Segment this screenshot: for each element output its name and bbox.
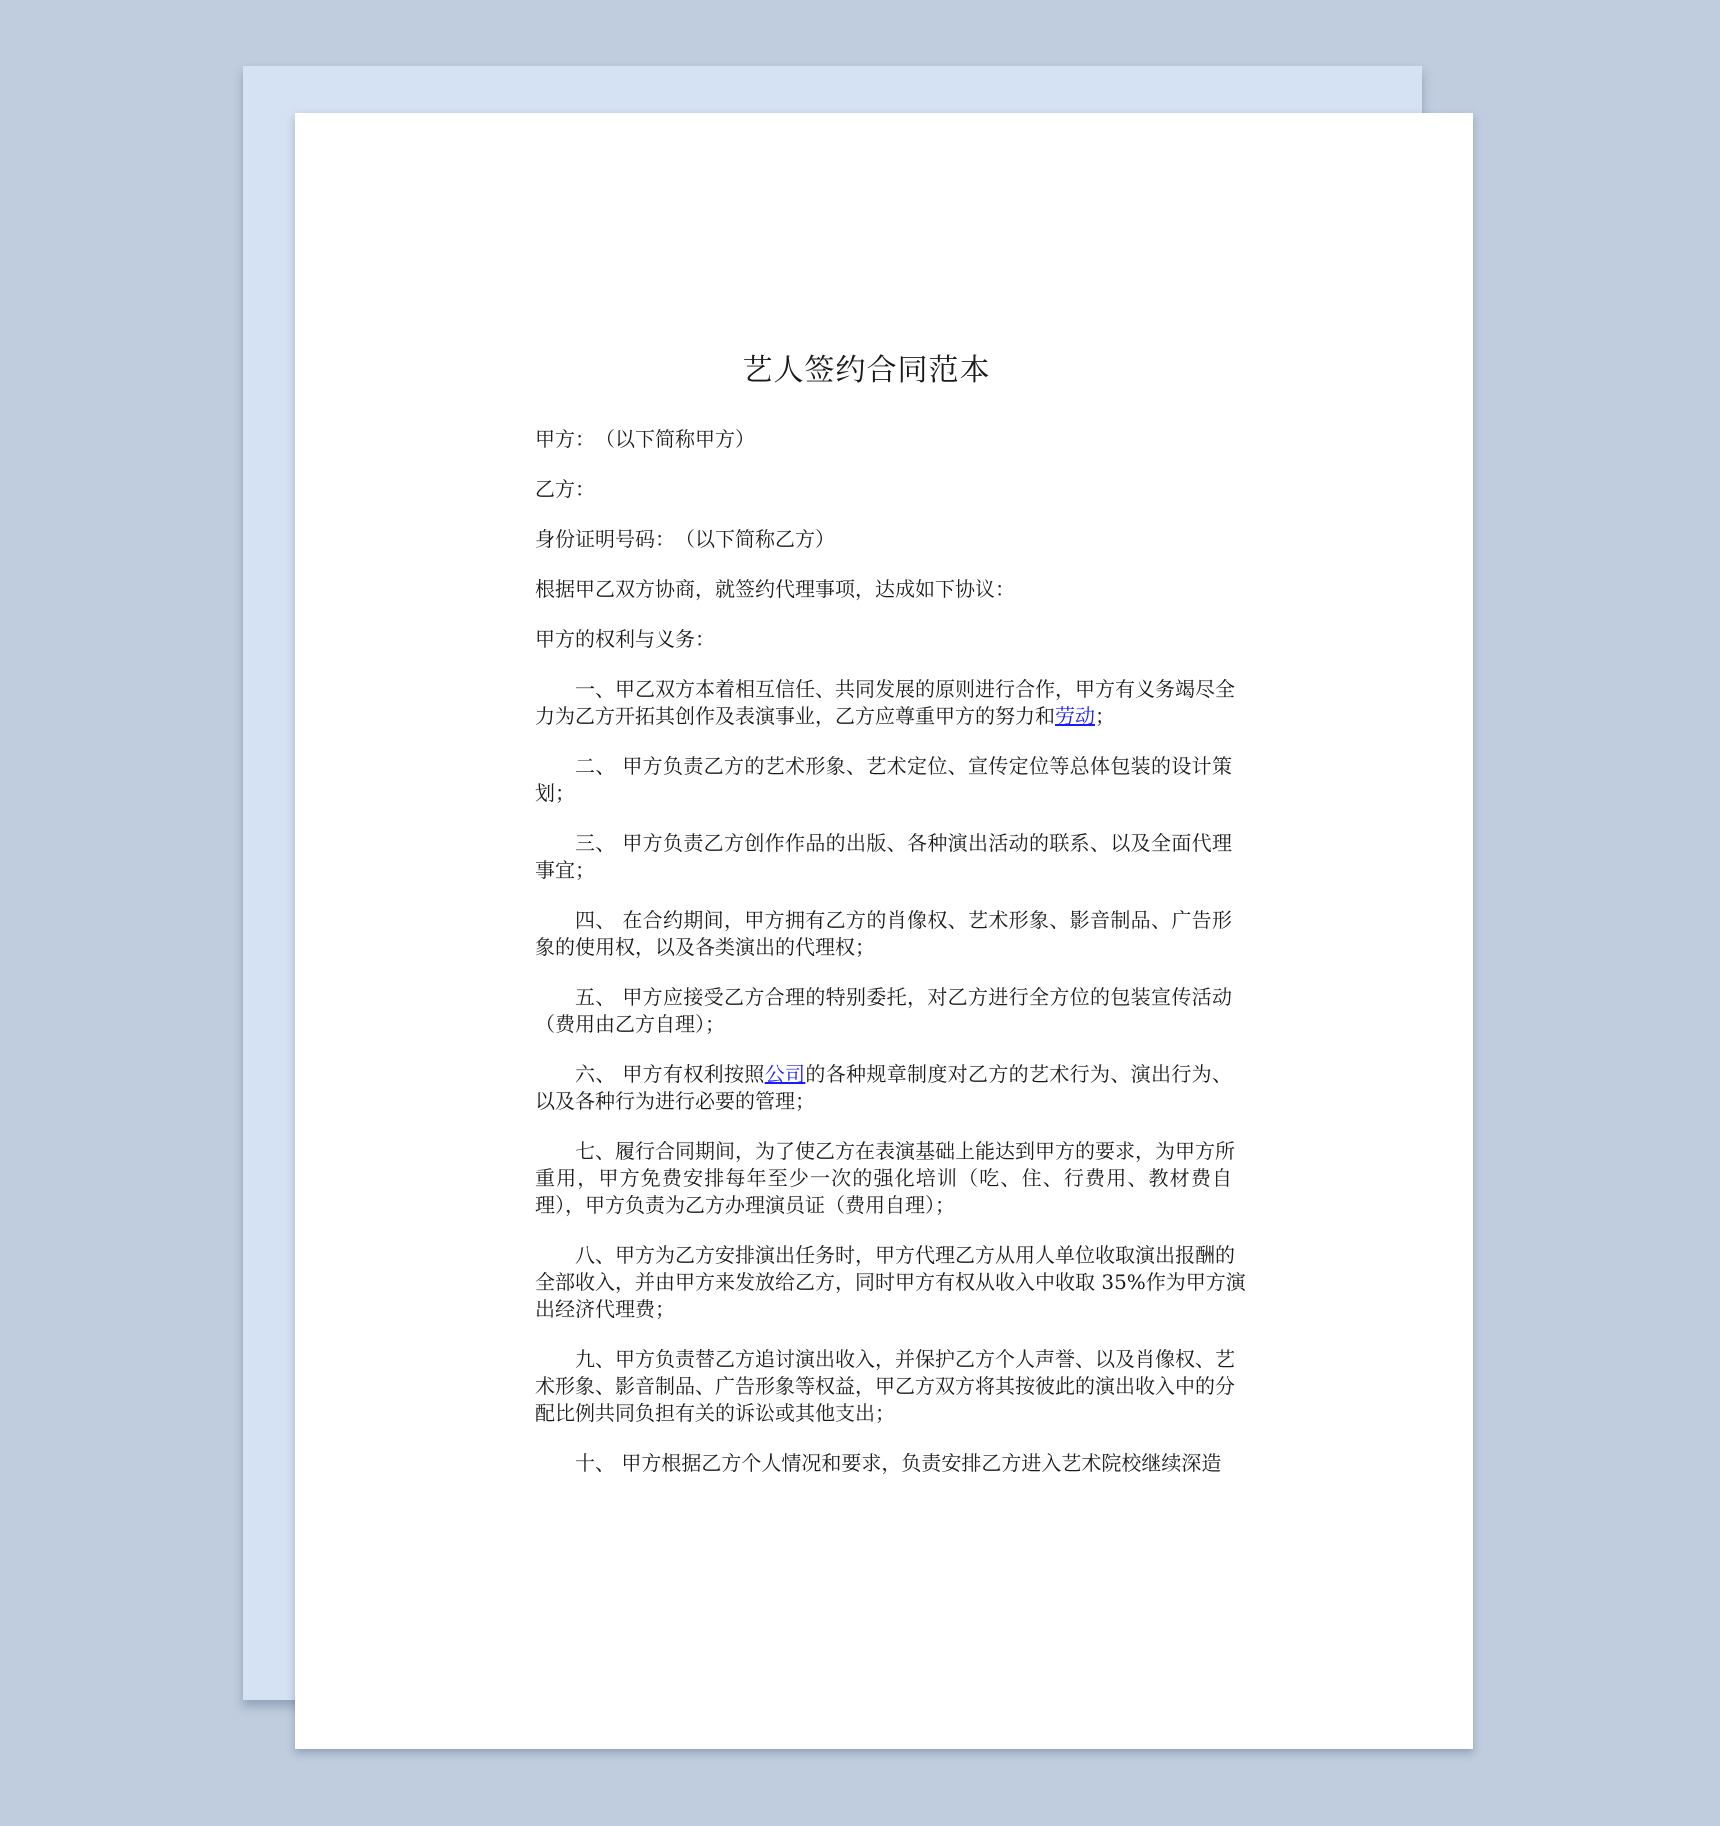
text-line: 乙方：: [535, 477, 595, 501]
hyperlink[interactable]: 公司: [764, 1062, 806, 1086]
text-line: 五、 甲方应接受乙方合理的特别委托，对乙方进行全方位的包装宣传活动: [575, 985, 1232, 1009]
text-line: 划；: [535, 781, 575, 805]
paragraph: [535, 907, 1232, 961]
text-line: 术形象、影音制品、广告形象等权益，甲乙方双方将其按彼此的演出收入中的分: [535, 1374, 1235, 1398]
text-segment: 力为乙方开拓其创作及表演事业，乙方应尊重甲方的努力和: [535, 704, 1055, 728]
paragraph: [535, 576, 1232, 603]
text-line: 配比例共同负担有关的诉讼或其他支出；: [535, 1401, 895, 1425]
paragraph: [535, 1061, 1232, 1115]
text-line: 甲方的权利与义务：: [535, 627, 715, 651]
paragraph: [535, 1346, 1235, 1427]
paragraph: [535, 753, 1232, 807]
text-segment: 的各种规章制度对乙方的艺术行为、演出行为、: [805, 1062, 1233, 1086]
paragraph: [535, 1450, 1232, 1477]
text-line: 身份证明号码： （以下简称乙方）: [535, 527, 835, 551]
text-line: 十、 甲方根据乙方个人情况和要求，负责安排乙方进入艺术院校继续深造: [575, 1451, 1222, 1475]
paragraph: [535, 526, 1232, 553]
document-page: [295, 113, 1473, 1749]
paragraph: [535, 830, 1232, 884]
text-line: 一、甲乙双方本着相互信任、共同发展的原则进行合作，甲方有义务竭尽全: [575, 677, 1235, 701]
document-title: 艺人签约合同范本: [742, 353, 991, 388]
text-segment: ；: [1095, 704, 1115, 728]
paragraph: [535, 676, 1235, 730]
text-line: 九、甲方负责替乙方追讨演出收入，并保护乙方个人声誉、以及肖像权、艺: [575, 1347, 1235, 1371]
text-line: [535, 703, 1232, 730]
text-line: 八、甲方为乙方安排演出任务时，甲方代理乙方从用人单位收取演出报酬的: [575, 1243, 1235, 1267]
text-line: 以及各种行为进行必要的管理；: [535, 1089, 815, 1113]
hyperlink[interactable]: 劳动: [1055, 704, 1095, 728]
paragraph: [535, 1242, 1246, 1323]
text-line: 重用，甲方免费安排每年至少一次的强化培训（吃、住、行费用、教材费自: [535, 1166, 1232, 1190]
text-line: 事宜；: [535, 858, 595, 882]
text-segment: 六、 甲方有权利按照: [575, 1062, 765, 1086]
paragraph: [535, 984, 1232, 1038]
text-line: 出经济代理费；: [535, 1297, 675, 1321]
text-line: 根据甲乙双方协商，就签约代理事项，达成如下协议：: [535, 577, 1015, 601]
text-line: [535, 1061, 1232, 1088]
text-line: 全部收入，并由甲方来发放给乙方，同时甲方有权从收入中收取 35%作为甲方演: [535, 1270, 1246, 1294]
paragraph: [535, 626, 1232, 653]
document-body: [535, 351, 1246, 1500]
text-line: 二、 甲方负责乙方的艺术形象、艺术定位、宣传定位等总体包装的设计策: [575, 754, 1232, 778]
paragraph: [535, 1138, 1235, 1219]
text-line: 象的使用权，以及各类演出的代理权；: [535, 935, 875, 959]
text-line: 四、 在合约期间，甲方拥有乙方的肖像权、艺术形象、影音制品、广告形: [575, 908, 1232, 932]
paragraph: [535, 426, 1232, 453]
text-line: 三、 甲方负责乙方创作作品的出版、各种演出活动的联系、以及全面代理: [575, 831, 1232, 855]
text-line: 甲方： （以下简称甲方）: [535, 427, 755, 451]
text-line: （费用由乙方自理）；: [535, 1012, 725, 1036]
text-line: 理），甲方负责为乙方办理演员证（费用自理）；: [535, 1193, 955, 1217]
paragraph: [535, 476, 1232, 503]
text-line: 七、履行合同期间，为了使乙方在表演基础上能达到甲方的要求，为甲方所: [575, 1139, 1235, 1163]
